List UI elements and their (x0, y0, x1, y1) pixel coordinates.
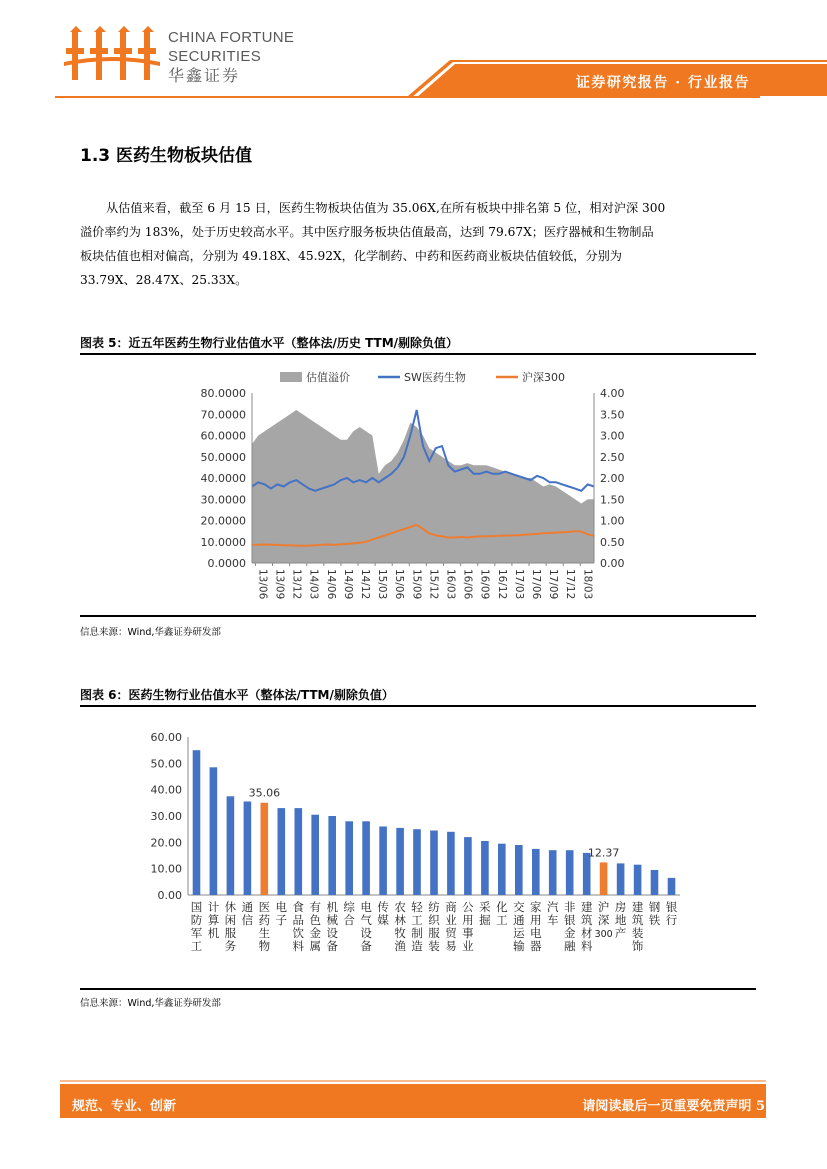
x-tick-label: 15/12 (427, 569, 440, 600)
y-right-tick-label: 1.50 (600, 493, 625, 507)
bar-通信 (244, 802, 252, 896)
bar-化工 (498, 844, 506, 895)
figure6-title: 图表 6：医药生物行业估值水平（整体法/TTM/剔除负值） (80, 688, 394, 702)
bar-纺织服装 (430, 831, 438, 896)
x-tick-label: 14/09 (341, 569, 354, 600)
x-tick-label: 17/03 (512, 569, 525, 600)
category-label: 休闲服务 (224, 900, 237, 953)
category-label: 商业贸易 (445, 900, 457, 953)
y-tick-label: 0.00 (157, 889, 182, 902)
y-tick-label: 50.00 (150, 757, 182, 771)
category-label: 家用电器 (530, 900, 542, 953)
category-label: 钢铁 (648, 900, 661, 927)
y-tick-label: 40.00 (150, 783, 182, 797)
category-label: 电子 (275, 900, 288, 927)
bar-综合 (345, 821, 353, 895)
category-label: 银行 (665, 900, 678, 927)
y-right-tick-label: 2.00 (600, 472, 625, 485)
bar-沪深300 (600, 862, 608, 895)
bar-交通运输 (515, 845, 523, 895)
category-label: 综合 (343, 900, 355, 927)
category-label: 有色金属 (309, 900, 321, 953)
x-tick-label: 14/12 (359, 569, 372, 600)
bar-非银金融 (566, 850, 574, 895)
category-label: 轻工制造 (411, 900, 423, 953)
y-left-tick-label: 20.0000 (200, 514, 246, 528)
figure6-top-rule (80, 705, 756, 707)
paragraph-line-2: 溢价率约为 183%，处于历史较高水平。其中医疗服务板块估值最高，达到 79.67X；医疗器械和生物制品 (80, 225, 654, 239)
y-left-tick-label: 70.0000 (200, 408, 246, 422)
bar-家用电器 (532, 849, 540, 895)
figure5-source: 信息来源：Wind,华鑫证券研发部 (80, 627, 221, 638)
valuation-history-chart (180, 368, 640, 613)
bar-建筑装饰 (634, 865, 642, 895)
x-tick-label: 16/03 (444, 569, 457, 600)
x-tick-label: 13/06 (256, 569, 269, 600)
category-label: 通信 (241, 900, 254, 927)
figure5-title: 图表 5：近五年医药生物行业估值水平（整体法/历史 TTM/剔除负值） (80, 336, 459, 350)
paragraph-line-1: 从估值来看，截至 6 月 15 日，医药生物板块估值为 35.06X,在所有板块中排名第 5 位，相对沪深 300 (106, 201, 666, 215)
x-tick-label: 16/09 (478, 569, 491, 600)
x-tick-label: 18/03 (581, 569, 594, 600)
y-left-tick-label: 10.0000 (200, 535, 246, 549)
x-tick-label: 14/06 (324, 569, 337, 600)
bar-银行 (668, 878, 676, 895)
bar-data-label: 12.37 (587, 846, 620, 860)
y-right-tick-label: 1.00 (600, 514, 625, 528)
bar-电子 (278, 808, 286, 895)
y-tick-label: 10.00 (150, 862, 182, 876)
y-right-tick-label: 2.50 (600, 450, 625, 464)
category-label: 农林牧渔 (394, 900, 406, 953)
bar-医药生物 (261, 803, 269, 895)
bar-采掘 (481, 841, 489, 895)
legend-label-2: 沪深300 (522, 371, 565, 384)
legend-swatch-0 (280, 372, 302, 382)
category-label: 房地产 (614, 900, 627, 940)
category-label: 传媒 (377, 900, 389, 927)
paragraph-line-4: 33.79X、28.47X、25.33X。 (80, 273, 248, 287)
bar-房地产 (617, 863, 625, 895)
y-tick-label: 60.00 (150, 731, 182, 744)
bar-电气设备 (362, 821, 370, 895)
bar-国防军工 (193, 750, 201, 895)
y-left-tick-label: 80.0000 (200, 387, 246, 400)
bar-休闲服务 (227, 796, 235, 895)
category-label: 沪深 300 (594, 900, 613, 940)
bar-机械设备 (328, 816, 336, 895)
bar-传媒 (379, 827, 387, 896)
x-tick-label: 15/03 (376, 569, 389, 600)
x-tick-label: 17/12 (564, 569, 577, 600)
x-tick-label: 15/09 (410, 569, 423, 600)
y-right-tick-label: 0.50 (600, 535, 625, 549)
paragraph-line-3: 板块估值也相对偏高，分别为 49.18X、45.92X，化学制药、中药和医药商业板块估值较低，分别为 (80, 249, 622, 263)
bar-商业贸易 (447, 832, 455, 895)
brand-name-en-2: SECURITIES (168, 48, 262, 65)
category-label: 建筑材料 (580, 900, 593, 953)
y-tick-label: 20.00 (150, 836, 182, 850)
bar-轻工制造 (413, 829, 421, 895)
category-label: 食品饮料 (292, 900, 305, 953)
bar-data-label: 35.06 (248, 786, 281, 800)
section-title: 1.3 医药生物板块估值 (80, 146, 253, 166)
y-left-tick-label: 40.0000 (200, 472, 246, 485)
legend-label-1: SW医药生物 (404, 371, 466, 384)
y-tick-label: 30.00 (150, 810, 182, 823)
x-tick-label: 17/09 (547, 569, 560, 600)
x-tick-label: 17/06 (530, 569, 543, 600)
y-left-tick-label: 50.0000 (200, 450, 246, 464)
category-label: 化工 (496, 900, 508, 927)
category-label: 交通运输 (513, 900, 525, 953)
category-label: 采掘 (479, 900, 491, 927)
bar-有色金属 (311, 815, 319, 895)
x-tick-label: 15/06 (393, 569, 406, 600)
section-paragraph (80, 196, 752, 292)
bar-农林牧渔 (396, 828, 404, 895)
industry-valuation-bar-chart (140, 725, 700, 970)
category-label: 国防军工 (190, 900, 203, 953)
category-label: 计算机 (207, 900, 220, 940)
category-label: 汽车 (547, 900, 559, 927)
y-left-tick-label: 60.0000 (200, 429, 246, 443)
category-label: 非银金融 (563, 900, 576, 953)
y-left-tick-label: 0.0000 (207, 557, 246, 570)
figure6-source: 信息来源：Wind,华鑫证券研发部 (80, 998, 221, 1009)
figure5-top-rule (80, 353, 756, 355)
x-tick-label: 16/06 (461, 569, 474, 600)
bar-钢铁 (651, 870, 659, 895)
report-type-label: 证券研究报告 · 行业报告 (575, 75, 750, 91)
bar-计算机 (210, 767, 218, 895)
y-right-tick-label: 3.00 (600, 429, 625, 443)
footer-slogan: 规范、专业、创新 (72, 1099, 177, 1114)
category-label: 公用事业 (462, 900, 474, 953)
legend-label-0: 估值溢价 (306, 371, 350, 384)
chart1-legend (280, 370, 565, 384)
brand-block (168, 28, 294, 86)
bar-食品饮料 (295, 808, 303, 895)
category-label: 电气设备 (360, 900, 372, 953)
y-right-tick-label: 0.00 (600, 557, 625, 570)
category-label: 纺织服装 (428, 900, 440, 953)
brand-name-en-1: CHINA FORTUNE (168, 29, 295, 46)
x-tick-label: 13/12 (290, 569, 303, 600)
bar-汽车 (549, 850, 557, 895)
y-right-tick-label: 3.50 (600, 408, 625, 422)
figure5-bottom-rule (80, 615, 756, 617)
figure6-bottom-rule (80, 988, 756, 990)
x-tick-label: 14/03 (307, 569, 320, 600)
company-logo-icon (62, 22, 162, 86)
category-label: 医药生物 (258, 900, 271, 953)
x-tick-label: 13/09 (273, 569, 286, 600)
y-left-tick-label: 30.0000 (200, 493, 246, 507)
category-label: 机械设备 (326, 900, 338, 953)
category-label: 建筑装饰 (631, 900, 644, 953)
brand-name-cn: 华鑫证券 (168, 66, 241, 85)
footer-disclaimer: 请阅读最后一页重要免责声明 5 (582, 1099, 765, 1114)
bar-公用事业 (464, 837, 472, 895)
y-right-tick-label: 4.00 (600, 387, 625, 400)
x-tick-label: 16/12 (495, 569, 508, 600)
series-area-premium (252, 410, 594, 563)
